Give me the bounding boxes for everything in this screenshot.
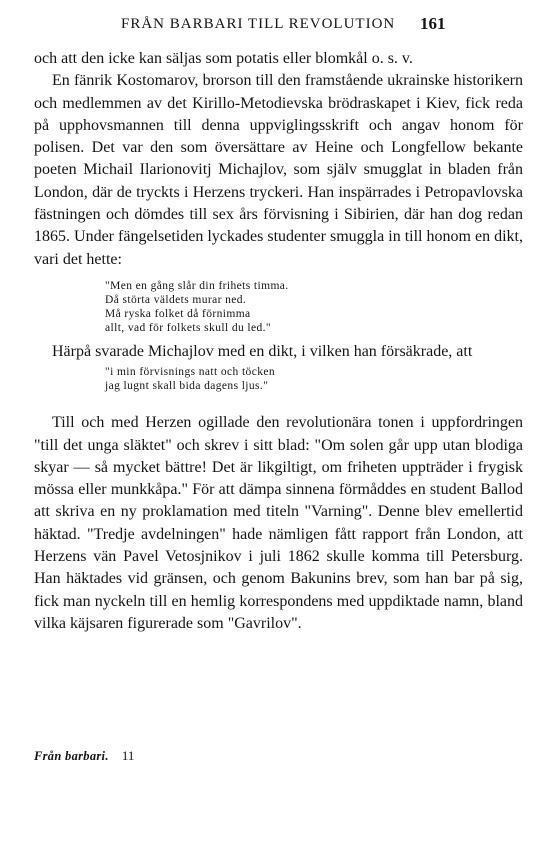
page-number: 161 <box>420 14 446 33</box>
poem-line: Då störta väldets murar ned. <box>105 293 247 306</box>
poem-line: "Men en gång slår din frihets timma. <box>105 279 289 292</box>
poem-line: "i min förvisnings natt och töcken <box>105 366 276 379</box>
signature-number: 11 <box>121 748 135 763</box>
printer-signature <box>34 748 134 764</box>
running-title: FRÅN BARBARI TILL REVOLUTION <box>121 16 396 32</box>
poem-quote-2 <box>105 365 523 393</box>
poem-line: Må ryska folket då förnimma <box>105 307 251 320</box>
paragraph-herzen: Till och med Herzen ogillade den revolutionära tonen i uppfordringen "till det unga släktet" och skrev i sitt blad: "Om solen går upp utan blodiga skyar — så mycket bättre! Det är likgiltigt, om friheten uppträder i frygisk mössa eller munkkåpa." För att dämpa sinnena förmåddes en student Ballod att skriva en ny proklamation med titeln "Varning". Denne blev emellertid häktad. "Tredje avdelningen" hade nämligen fått rapport från London, att Herzens vän Pavel Vetosjnikov i juli 1862 skulle komma till Petersburg. Han häktades vid gränsen, och genom Bakunins brev, som han bar på sig, fick man nyckeln till en hemlig korrespondens med uppdiktade namn, bland vilka käjsaren figurerade som "Gavrilov". <box>34 414 523 632</box>
poem-line: jag lugnt skall bida dagens ljus." <box>105 380 269 393</box>
body-text <box>34 48 523 635</box>
signature-title: Från barbari. <box>34 749 109 763</box>
paragraph-reply: Härpå svarade Michajlov med en dikt, i vilken han försäkrade, att <box>52 342 473 360</box>
paragraph-continuation: och att den icke kan säljas som potatis eller blomkål o. s. v. <box>34 50 413 67</box>
poem-line: allt, vad för folkets skull du led." <box>105 321 272 334</box>
poem-quote-1 <box>105 279 523 335</box>
running-header <box>0 12 560 36</box>
paragraph-kostomarov: En fänrik Kostomarov, brorson till den framstående ukrainske historikern och medlemmen av det Kirillo-Metodievska brödraskapet i Kiev, fick reda på upphovsmannen till denna uppviglingsskrift och angav honom för polisen. Det var den som översättare av Heine och Longfellow bekante poeten Michail Ilarionovitj Michajlov, som själv smugglat in bladen från London, där de tryckts i Herzens tryckeri. Han inspärrades i Petropavlovska fästningen och dömdes till sex års förvisning i Sibirien, där han dog redan 1865. Under fängelsetiden lyckades studenter smuggla in till honom en dikt, vari det hette: <box>34 72 523 268</box>
